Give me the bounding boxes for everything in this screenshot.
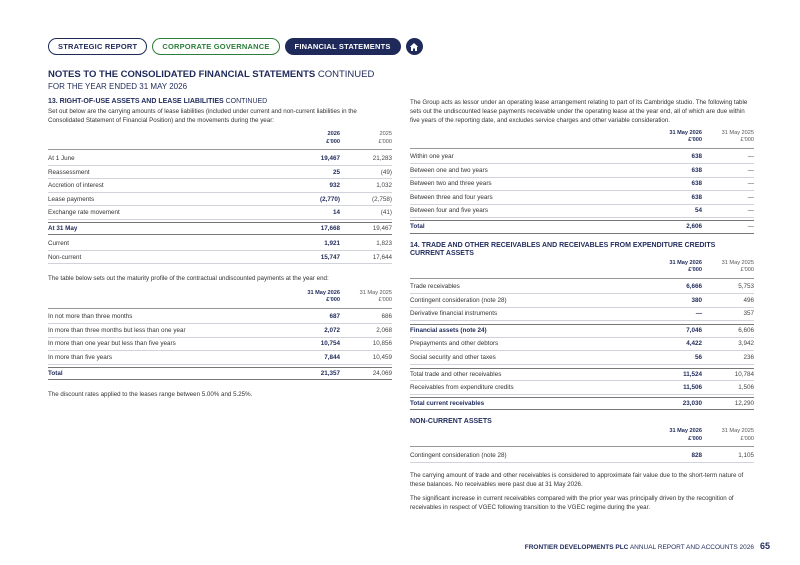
- lessor-total-row: [410, 220, 754, 234]
- maturity-total-row: [48, 367, 392, 381]
- value-2026: 25: [332, 168, 340, 176]
- value-2026: —: [695, 310, 702, 318]
- value-2025: 686: [381, 313, 392, 321]
- value-2025: 1,032: [376, 182, 392, 190]
- value-2026: 1,921: [324, 240, 340, 248]
- receivables-table-header: 31 May 2026 £'000 31 May 2025 £'000: [410, 260, 754, 279]
- footer-report: ANNUAL REPORT AND ACCOUNTS 2026: [629, 544, 754, 551]
- row-label: Total: [48, 369, 63, 377]
- row-label: Between one and two years: [410, 166, 488, 174]
- row-label: Exchange rate movement: [48, 209, 120, 217]
- table-row: [410, 397, 754, 411]
- financial-assets-row: [410, 324, 754, 338]
- row-label: Non-current: [48, 253, 82, 261]
- row-label: Financial assets (note 24): [410, 327, 487, 335]
- row-label: Trade receivables: [410, 283, 460, 291]
- table-row: [48, 222, 392, 236]
- receivables-note-1: The carrying amount of trade and other receivables is considered to approximate fair value due to the short-term nature of these balances. No receivables were past due at 31 May 2026.: [410, 471, 744, 488]
- value-2025: 357: [743, 310, 754, 318]
- row-label: In not more than three months: [48, 313, 133, 321]
- lessor-table-header: 31 May 2026 £'000 31 May 2025 £'000: [410, 130, 754, 149]
- value-2026: 23,030: [682, 399, 702, 407]
- value-2025: 17,644: [372, 253, 392, 261]
- row-label: Derivative financial instruments: [410, 310, 498, 318]
- row-label: In more than five years: [48, 353, 113, 361]
- row-label: Current: [48, 240, 69, 248]
- left-column: [48, 98, 392, 399]
- receivables-note-2: The significant increase in current receivables compared with the prior year was principally driven by the recognition of receivables in respect of VGEC following transition to the VGEC regime during the year.: [410, 495, 734, 512]
- value-2025: 3,942: [738, 340, 754, 348]
- value-2025: 1,105: [738, 451, 754, 459]
- noncurrent-rows: [410, 449, 754, 463]
- value-2026: 10,754: [320, 340, 340, 348]
- row-label: Total current receivables: [410, 399, 485, 407]
- table-row: [410, 220, 754, 234]
- value-2026: 638: [691, 193, 702, 201]
- value-2025: —: [747, 180, 754, 188]
- page-number: 65: [759, 541, 770, 551]
- value-2025: 24,069: [372, 369, 392, 377]
- value-2025: (41): [380, 209, 392, 217]
- value-2026: 7,046: [686, 327, 702, 335]
- value-2026: 932: [329, 182, 340, 190]
- value-2025: 21,283: [372, 155, 392, 163]
- rou-table-header: 2026 £'000 2025 £'000: [48, 131, 392, 150]
- lessor-intro: The Group acts as lessor under an operating lease arrangement relating to part of its Cambridge studio. The following table sets out the undiscounted lease payments receivable under the operating lease at the year end, all of which are due within five years of the reporting date, and excludes service charges and other variable consideration.: [410, 99, 748, 125]
- table-row: [48, 193, 392, 207]
- value-2025: 5,753: [738, 283, 754, 291]
- value-2026: 4,422: [686, 340, 702, 348]
- row-label: In more than one year but less than five years: [48, 340, 176, 348]
- table-row: [48, 251, 392, 265]
- table-row: [48, 311, 392, 325]
- value-2026: (2,770): [320, 195, 340, 203]
- value-2025: —: [747, 166, 754, 174]
- maturity-rows: [48, 311, 392, 365]
- home-icon: [409, 42, 419, 52]
- discount-rate-note: The discount rates applied to the leases range between 5.00% and 5.25%.: [48, 391, 253, 399]
- nav-corporate-governance[interactable]: CORPORATE GOVERNANCE: [152, 38, 279, 55]
- table-row: [410, 151, 754, 165]
- row-label: Social security and other taxes: [410, 353, 496, 361]
- table-row: [410, 281, 754, 295]
- rou-split-rows: [48, 237, 392, 264]
- value-2026: 19,467: [320, 155, 340, 163]
- nav-financial-statements[interactable]: FINANCIAL STATEMENTS: [285, 38, 401, 55]
- value-2025: 10,856: [372, 340, 392, 348]
- table-row: [48, 324, 392, 338]
- rou-rows: [48, 152, 392, 220]
- value-2025: 6,606: [738, 327, 754, 335]
- value-2025: 10,784: [734, 370, 754, 378]
- section-nav: [48, 38, 423, 55]
- section-title-rou: 13. RIGHT-OF-USE ASSETS AND LEASE LIABILITIES CONTINUED: [48, 98, 268, 105]
- page-subtitle: FOR THE YEAR ENDED 31 MAY 2026: [48, 82, 188, 91]
- page-title: NOTES TO THE CONSOLIDATED FINANCIAL STATEMENTS CONTINUED: [48, 69, 375, 80]
- value-2025: 236: [743, 353, 754, 361]
- value-2026: 11,524: [683, 370, 702, 378]
- value-2026: 54: [694, 207, 702, 215]
- table-row: [410, 338, 754, 352]
- table-row: [410, 324, 754, 338]
- value-2026: 21,357: [320, 369, 340, 377]
- row-label: In more than three months but less than one year: [48, 326, 186, 334]
- table-row: [48, 166, 392, 180]
- value-2025: —: [747, 153, 754, 161]
- row-label: At 1 June: [48, 155, 75, 163]
- right-column: [410, 98, 754, 512]
- row-label: Lease payments: [48, 195, 95, 203]
- maturity-intro: The table below sets out the maturity profile of the contractual undiscounted payments at the year end:: [48, 275, 329, 283]
- row-label: Reassessment: [48, 168, 90, 176]
- home-button[interactable]: [406, 38, 423, 55]
- current-assets-title: CURRENT ASSETS: [410, 249, 474, 257]
- row-label: Between two and three years: [410, 180, 492, 188]
- maturity-table-header: 31 May 2026 £'000 31 May 2025 £'000: [48, 290, 392, 309]
- noncurrent-table-header: 31 May 2026 £'000 31 May 2025 £'000: [410, 428, 754, 447]
- footer-company: FRONTIER DEVELOPMENTS PLC: [524, 544, 629, 551]
- value-2026: 2,606: [686, 223, 702, 231]
- value-2025: 10,459: [372, 353, 392, 361]
- row-label: Receivables from expenditure credits: [410, 383, 514, 391]
- table-row: [410, 164, 754, 178]
- value-2026: 638: [691, 153, 702, 161]
- table-row: [410, 449, 754, 463]
- table-row: [410, 308, 754, 322]
- value-2026: 7,844: [324, 353, 340, 361]
- table-row: [410, 368, 754, 382]
- value-2025: 2,068: [376, 326, 392, 334]
- value-2025: 12,290: [734, 399, 754, 407]
- receivables-group3: [410, 368, 754, 395]
- table-row: [410, 191, 754, 205]
- value-2026: 56: [694, 353, 702, 361]
- value-2025: 496: [743, 296, 754, 304]
- non-current-assets-title: NON-CURRENT ASSETS: [410, 418, 492, 426]
- value-2025: 19,467: [372, 225, 392, 233]
- value-2026: 2,072: [324, 326, 340, 334]
- value-2026: 14: [332, 209, 340, 217]
- table-row: [48, 367, 392, 381]
- table-row: [410, 205, 754, 219]
- table-row: [410, 178, 754, 192]
- value-2026: 15,747: [320, 253, 340, 261]
- table-row: [48, 179, 392, 193]
- value-2026: 638: [691, 180, 702, 188]
- table-row: [48, 351, 392, 365]
- row-label: Total trade and other receivables: [410, 370, 502, 378]
- table-row: [410, 294, 754, 308]
- row-label: Prepayments and other debtors: [410, 340, 499, 348]
- row-label: Contingent consideration (note 28): [410, 296, 507, 304]
- row-label: Accretion of interest: [48, 182, 104, 190]
- value-2026: 17,668: [320, 225, 340, 233]
- section-title-receivables: 14. TRADE AND OTHER RECEIVABLES AND RECEIVABLES FROM EXPENDITURE CREDITS: [410, 241, 716, 249]
- value-2026: 828: [691, 451, 702, 459]
- page-footer: [525, 541, 770, 551]
- value-2025: 1,823: [376, 240, 392, 248]
- nav-strategic-report[interactable]: STRATEGIC REPORT: [48, 38, 147, 55]
- row-label: Contingent consideration (note 28): [410, 451, 507, 459]
- row-label: Between four and five years: [410, 207, 489, 215]
- table-row: [48, 206, 392, 220]
- value-2025: (49): [380, 168, 392, 176]
- value-2026: 380: [691, 296, 702, 304]
- rou-intro: Set out below are the carrying amounts of lease liabilities (included under current and non-current liabilities in the Consolidated Statement of Financial Position) and the movements during the year:: [48, 108, 357, 125]
- table-row: [48, 338, 392, 352]
- table-row: [410, 351, 754, 365]
- rou-total-row: [48, 222, 392, 236]
- value-2025: —: [747, 207, 754, 215]
- row-label: At 31 May: [48, 225, 78, 233]
- table-row: [410, 381, 754, 395]
- receivables-total-row: [410, 397, 754, 411]
- row-label: Within one year: [410, 153, 454, 161]
- value-2026: 11,506: [683, 383, 702, 391]
- value-2025: 1,506: [738, 383, 754, 391]
- value-2025: —: [747, 193, 754, 201]
- row-label: Between three and four years: [410, 193, 493, 201]
- value-2026: 6,666: [686, 283, 702, 291]
- receivables-group1: [410, 281, 754, 322]
- value-2025: (2,758): [372, 195, 392, 203]
- table-row: [48, 237, 392, 251]
- value-2025: —: [747, 223, 754, 231]
- value-2026: 638: [691, 166, 702, 174]
- lessor-rows: [410, 151, 754, 219]
- table-row: [48, 152, 392, 166]
- receivables-group2: [410, 338, 754, 365]
- value-2026: 687: [329, 313, 340, 321]
- row-label: Total: [410, 223, 425, 231]
